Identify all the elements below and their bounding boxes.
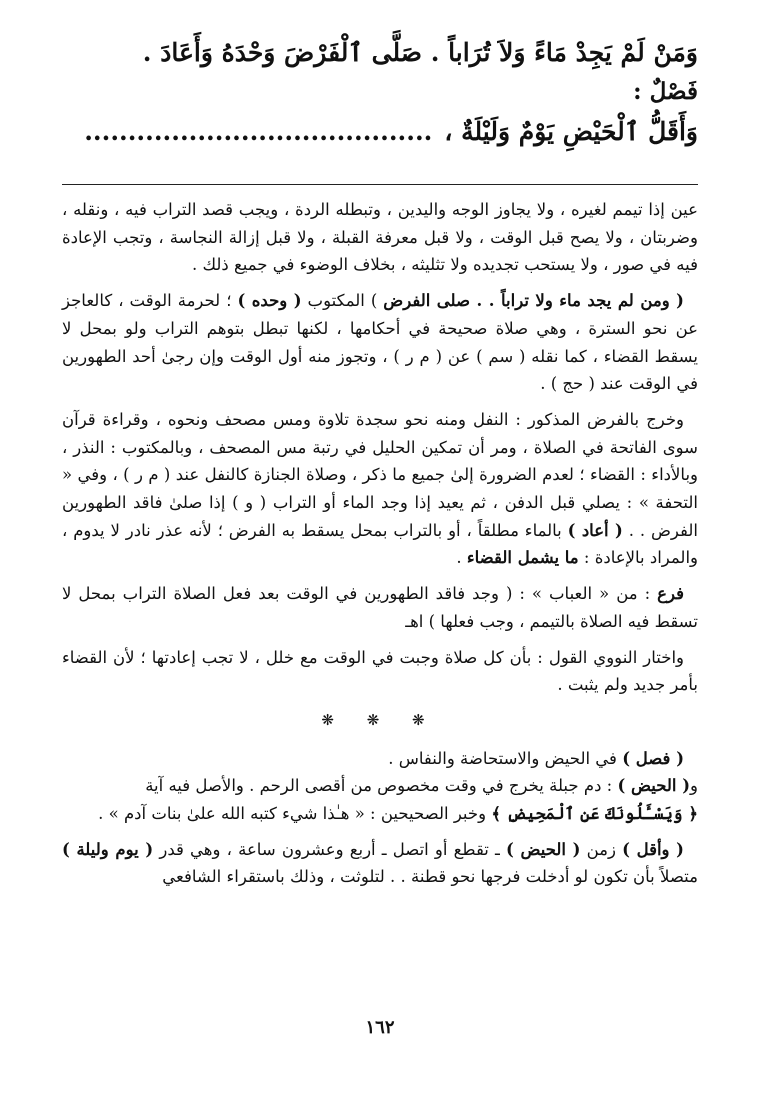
p2-a: ) المكتوب <box>301 291 384 311</box>
p2-b: ( وحده ) <box>237 291 302 311</box>
p8-text: وخبر الصحيحين : « هـٰذا شيء كتبه الله علىٰ بنات آدم » . <box>98 804 492 824</box>
p6-bold: ( فصل ) <box>622 748 684 768</box>
commentary-paragraph-3 <box>62 406 698 572</box>
matn-line-3 <box>62 115 698 149</box>
commentary-paragraph-7 <box>62 772 698 800</box>
p3-rest: بالماء مطلقاً ، أو بالتراب بمحل يسقط به الفرض ؛ لأنه عذر نادر لا يدوم ، والمراد بالإعادة : <box>62 520 698 568</box>
p9-bold3: ( يوم وليلة ) <box>62 839 154 859</box>
p2-rest: ؛ لحرمة الوقت ، كالعاجز عن نحو السترة ، وهي صلاة صحيحة في أحكامها ، لكنها تبطل بتوهم التراب ولو بمحل لا يسقط القضاء ، كما نقله ( سم ) عن ( م ر ) ، وتجوز منه أول الوقت وإن رجىٰ أحد الطهورين في الوقت عند ( حج ) . <box>62 291 698 394</box>
section-divider-stars: ❋ ❋ ❋ <box>321 710 439 729</box>
commentary-paragraph-4 <box>62 580 698 635</box>
matn-line-3-text: وَأَقَلُّ ٱلْحَيْضِ يَوْمٌ وَلَيْلَةٌ ، <box>444 117 698 146</box>
matn-section-heading: فَصْلٌ : <box>633 78 698 105</box>
p4-text: : من « العباب » : ( وجد فاقد الطهورين في الوقت بعد فعل الصلاة التراب بمحل لا تسقط فيه الصلاة بالتيمم ، وجب فعلها ) اهـ <box>62 584 698 631</box>
p9-bold2: ( الحيض ) <box>506 839 581 859</box>
p6-text: في الحيض والاستحاضة والنفاس . <box>388 748 623 768</box>
matn-dots: ........................................ <box>84 117 433 146</box>
matn-block <box>62 36 698 156</box>
quran-verse: ﴿ وَيَسْـَٔلُونَكَ عَنِ ٱلْمَحِيضِ ﴾ <box>491 804 698 824</box>
p7-bold: ( الحيض ) <box>617 776 691 796</box>
matn-line-1: وَمَنْ لَمْ يَجِدْ مَاءً وَلاَ تُرَاباً . صَلَّى ٱلْفَرْضَ وَحْدَهُ وَأَعَادَ . <box>142 38 698 67</box>
p3-text: وخرج بالفرض المذكور : النفل ومنه نحو سجدة تلاوة ومس مصحف ونحوه ، وقراءة قرآن سوى الفاتحة في الصلاة ، ومر أن تمكين الحليل في رتبة مس المصحف ، وبالمكتوب : النذر ، وبالأداء : القضاء ؛ لعدم الضرورة إلىٰ جميع ما ذكر ، وصلاة الجنازة كالنفل عند ( م ر ) ، وفي « التحفة » : يصلي قبل الدفن ، ثم يعيد إذا وجد الماء أو التراب ( و ) إذا صلىٰ فاقد الطهورين الفرض . . <box>62 409 698 540</box>
p3-bold2: ما يشمل القضاء <box>466 548 579 568</box>
commentary-paragraph-8 <box>62 800 698 828</box>
commentary-paragraph-6 <box>62 745 698 773</box>
p3-end: . <box>456 548 467 568</box>
p7-a: و <box>690 776 698 796</box>
page-number: ١٦٢ <box>365 1017 395 1038</box>
commentary-block <box>62 196 698 899</box>
p2-bold: ( ومن لم يجد ماء ولا تراباً . . صلى الفرض <box>383 291 684 311</box>
commentary-paragraph-1: عين إذا تيمم لغيره ، ولا يجاوز الوجه واليدين ، وتبطله الردة ، ويجب قصد التراب فيه ، ونقله ، وضربتان ، ولا يصح قبل الوقت ، ولا قبل معرفة القبلة ، ولا قبل إزالة النجاسة ، وتجب الإعادة فيه في صور ، ولا يستحب تجديده ولا تثليثه ، بخلاف الوضوء في جميع ذلك . <box>62 200 698 275</box>
p4-bold: فرع <box>657 584 684 604</box>
commentary-paragraph-2 <box>62 287 698 398</box>
commentary-paragraph-9 <box>62 836 698 891</box>
commentary-paragraph-5: واختار النووي القول : بأن كل صلاة وجبت في الوقت مع خلل ، لا تجب إعادتها ؛ لأن القضاء بأمر جديد ولم يثبت . <box>62 647 698 695</box>
p9-bold1: ( وأقل ) <box>622 839 684 859</box>
p9-a: زمن <box>580 839 623 859</box>
p7-text: : دم جبلة يخرج في وقت مخصوص من أقصى الرحم . والأصل فيه آية <box>145 776 618 796</box>
separator-rule <box>62 184 698 185</box>
p9-c: متصلاً بأن تكون لو أدخلت فرجها نحو قطنة . . لتلوثت ، وذلك باستقراء الشافعي <box>162 867 698 887</box>
p9-b: ـ تقطع أو اتصل ـ أربع وعشرون ساعة ، وهي قدر <box>153 839 507 859</box>
p3-bold: ( أعاد ) <box>567 520 623 540</box>
